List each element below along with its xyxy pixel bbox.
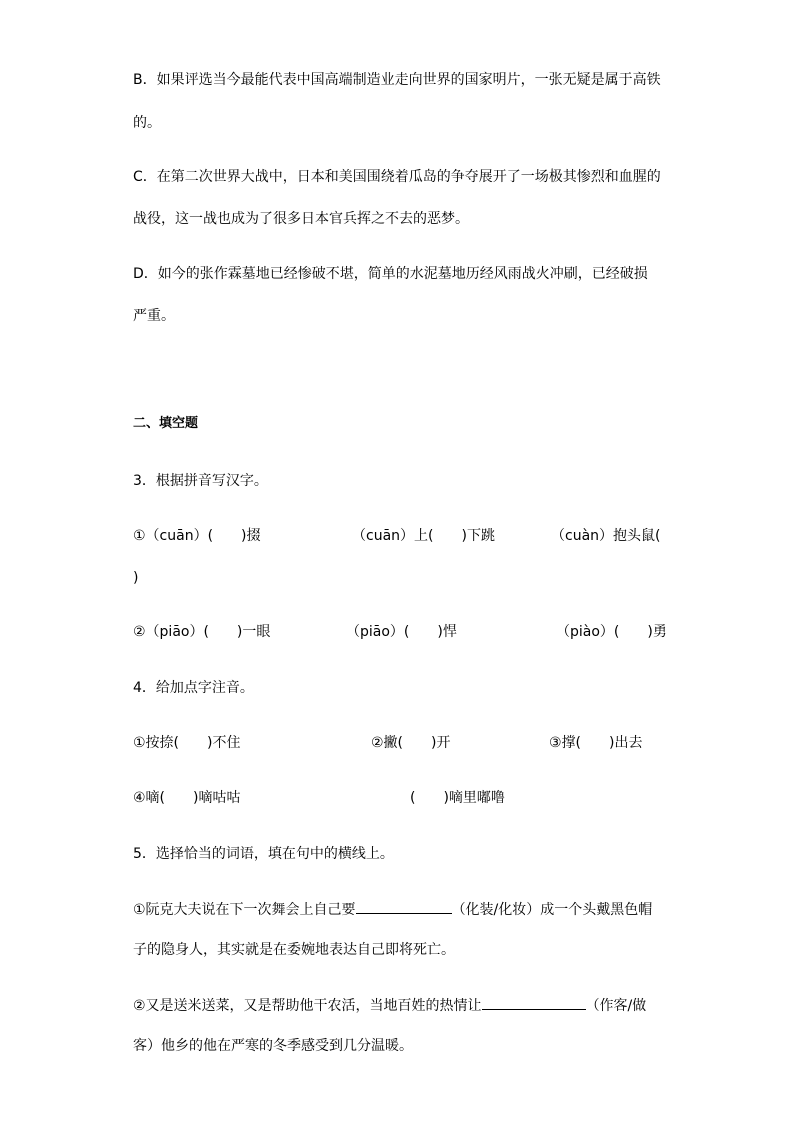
q5-s2-post: （作客/做 <box>585 998 647 1014</box>
section-title: 二、填空题 <box>133 416 199 431</box>
q5-sentence-2-line2: 客）他乡的他在严寒的冬季感受到几分温暖。 <box>133 1038 413 1054</box>
question-5-stem: 5．选择恰当的词语，填在句中的横线上。 <box>133 846 394 862</box>
q4-item-2: ②撇( )开 <box>371 735 451 751</box>
q5-sentence-2 <box>133 994 646 1016</box>
q4-item-4: ④嘀( )嘀咕咕 <box>133 790 241 806</box>
q3-item-1b: （cuān）上( )下跳 <box>352 528 495 544</box>
q4-item-1: ①按捺( )不住 <box>133 735 241 751</box>
q5-sentence-1 <box>133 898 652 920</box>
q3-item-2b: （piāo）( )悍 <box>346 624 457 640</box>
choice-b-line2: 的。 <box>133 115 161 131</box>
q3-item-2a: ②（piāo）( )一眼 <box>133 624 271 640</box>
q5-s1-post: （化装/化妆）成一个头戴黑色帽 <box>451 902 653 918</box>
q5-s1-blank[interactable] <box>356 898 452 914</box>
q4-item-5: ( )嘀里嘟噜 <box>410 790 505 806</box>
q4-item-3: ③撑( )出去 <box>549 735 643 751</box>
q3-item-2c: （piào）( )勇 <box>556 624 667 640</box>
question-3-stem: 3．根据拼音写汉字。 <box>133 473 268 489</box>
choice-b-line1: B．如果评选当今最能代表中国高端制造业走向世界的国家明片，一张无疑是属于高铁 <box>133 72 661 88</box>
q3-item-1c: （cuàn）抱头鼠( <box>551 528 661 544</box>
choice-c-line1: C．在第二次世界大战中，日本和美国围绕着瓜岛的争夺展开了一场极其惨烈和血腥的 <box>133 169 661 185</box>
choice-d-line1: D．如今的张作霖墓地已经惨破不堪，简单的水泥墓地历经风雨战火冲刷，已经破损 <box>133 266 648 282</box>
q5-s2-pre: ②又是送米送菜，又是帮助他干农活，当地百姓的热情让 <box>133 998 482 1014</box>
q5-sentence-1-line2: 子的隐身人，其实就是在委婉地表达自己即将死亡。 <box>133 942 455 958</box>
q5-s2-blank[interactable] <box>482 994 586 1010</box>
choice-d-line2: 严重。 <box>133 308 175 324</box>
q5-s1-pre: ①阮克大夫说在下一次舞会上自己要 <box>133 902 356 918</box>
choice-c-line2: 战役，这一战也成为了很多日本官兵挥之不去的恶梦。 <box>133 211 469 227</box>
q3-item-1a: ①（cuān）( )掇 <box>133 528 261 544</box>
question-4-stem: 4．给加点字注音。 <box>133 680 254 696</box>
q3-item-1c-end: ) <box>133 570 139 586</box>
